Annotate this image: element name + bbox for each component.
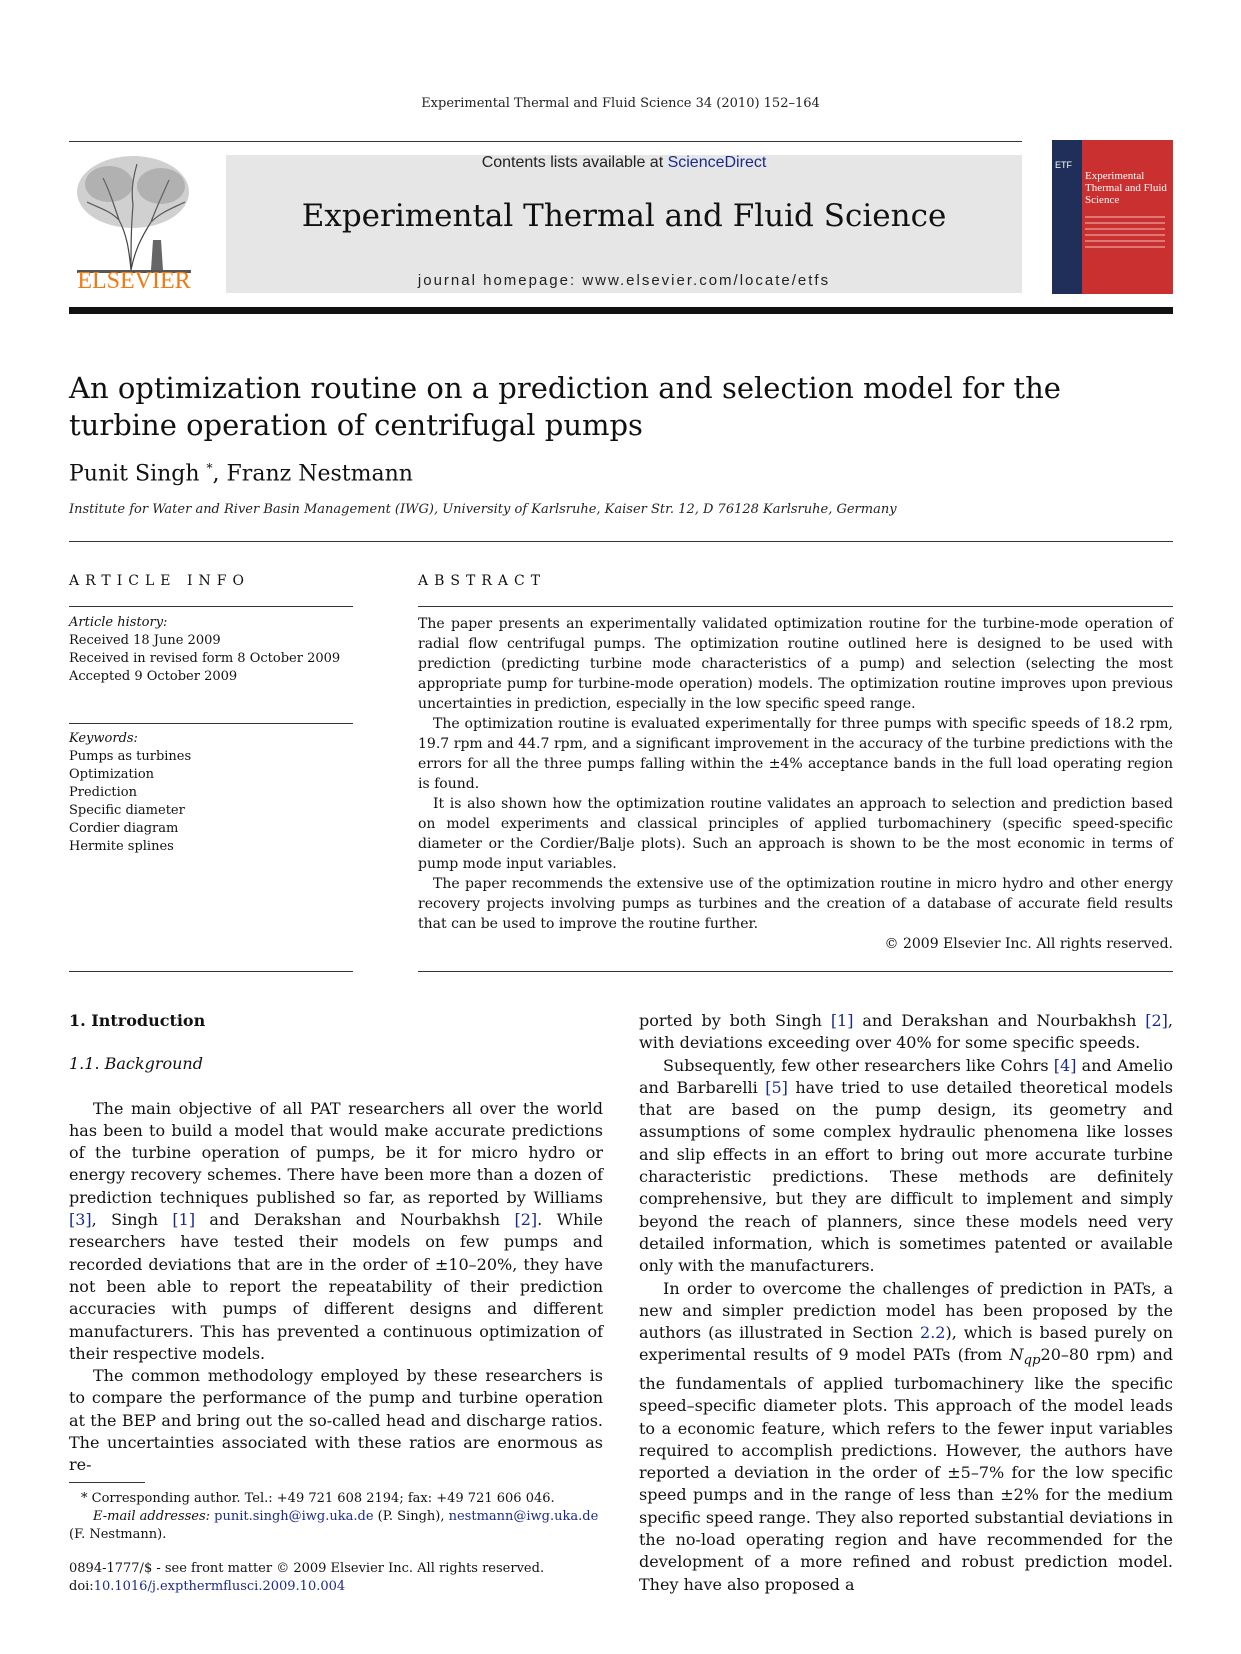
body-column-left [69,1010,603,1477]
history-accepted: Accepted 9 October 2009 [69,669,238,684]
text-run: 20–80 rpm) and the fundamentals of applied turbomachinery like the specific speed–specific diameter plots. This approach of the model leads to a economic feature, which refers to the fewer input variables required to accomplish predictions. However, the authors have reported a deviation in the order of ±5–7% for the low specific speed pumps and in the range of less than ±2% for the medium specific speed range. They also reported substantial deviations in the no-load operating region and have recommended for the development of a more refined and robust prediction model. They have also proposed a [639,1345,1174,1594]
text-run: The main objective of all PAT researchers all over the world has been to build a model that would make accurate predictions of the turbine operation of pumps, be it for micro hydro or energy recovery schemes. There have been more than a dozen of prediction techniques published so far, as reported by Williams [69,1098,603,1207]
text-run: have tried to use detailed theoretical models that are based on the pump design, its geometry and assumptions of some complex hydraulic phenomena like losses and slip effects in an effort to bring out more accurate turbine characteristic predictions. These methods are definitely comprehensive, but they are difficult to implement and simply beyond the reach of planners, since these models need very detailed information, which is sometimes patented or available only with the manufacturers. [639,1077,1173,1276]
body-column-right [639,1010,1173,1596]
email-owner: (P. Singh), [373,1509,449,1524]
symbol-n: N [1009,1345,1024,1365]
doi-label: doi: [69,1579,94,1594]
history-label: Article history: [69,615,168,630]
reference-link-1[interactable]: [1] [172,1210,196,1230]
history-received: Received 18 June 2009 [69,633,221,648]
text-run: and Amelio and Barbarelli [639,1055,1173,1097]
abstract-copyright: © 2009 Elsevier Inc. All rights reserved. [884,936,1173,952]
front-matter [69,1560,544,1596]
abstract-heading: ABSTRACT [418,573,547,589]
body-paragraph [639,1055,1173,1278]
body-paragraph [639,1278,1173,1596]
text-run: , Singh [91,1210,173,1230]
text-run: In order to overcome the challenges of prediction in PATs, a new and simpler prediction model has been proposed by the authors (as illustrated in Section [639,1278,1173,1343]
reference-link-5[interactable]: [5] [765,1077,788,1097]
section-title: 1. Introduction [69,1011,206,1030]
cover-abbrev: ETF [1055,160,1072,170]
contents-prefix: Contents lists available at [481,154,668,171]
keywords-block [69,730,191,856]
author-separator: , [212,461,227,487]
title-block-rule [69,541,1173,542]
subsection-title: 1.1. Background [69,1054,203,1074]
symbol-subscript: qp [1023,1353,1041,1369]
email-owner-2: (F. Nestmann). [69,1527,167,1542]
abstract-paragraph: The paper recommends the extensive use of the optimization routine in micro hydro and other energy recovery projects involving pumps as turbines and the creation of a database of accurate field results that can be used to improve the routine further. [418,876,1173,932]
section-link[interactable]: 2.2 [920,1323,946,1343]
text-run: ), which is based purely on experimental results of 9 model PATs (from [639,1323,1173,1365]
reference-link-4[interactable]: [4] [1053,1055,1077,1075]
abstract-paragraph: The optimization routine is evaluated experimentally for three pumps with specific speeds of 18.2 rpm, 19.7 rpm and 44.7 rpm, and a significant improvement in the accuracy of the turbine predictions with the errors for all the three pumps falling within the ±4% acceptance bands in the full load operating region is found. [418,716,1173,792]
author-list [69,461,413,486]
email-label: E-mail addresses: [93,1509,215,1524]
elsevier-wordmark: ELSEVIER [77,268,191,294]
email-link-singh[interactable]: punit.singh@iwg.uka.de [214,1509,374,1524]
article-title: An optimization routine on a prediction and selection model for the turbine operation of centrifugal pumps [69,371,1061,442]
body-paragraph [69,1098,603,1366]
corresponding-author-mark[interactable]: * [206,461,213,475]
article-info-heading: ARTICLE INFO [69,573,250,589]
text-run: , with deviations exceeding over 40% for some specific speeds. [639,1011,1173,1053]
abstract-body [418,614,1173,954]
text-run: and Derakshan and Nourbakhsh [853,1011,1146,1030]
text-run: ported by both Singh [639,1011,831,1030]
footnote-rule [69,1482,145,1483]
journal-homepage[interactable]: journal homepage: www.elsevier.com/locate/etfs [417,272,831,289]
corresponding-author-note: * Corresponding author. Tel.: +49 721 608 2194; fax: +49 721 606 046. [81,1491,555,1506]
text-run: Subsequently, few other researchers like Cohrs [663,1055,1054,1075]
abstract-paragraph: It is also shown how the optimization routine validates an approach to selection and prediction based on model experiments and classical principles of applied turbomachinery (specific speed-specific diameter or the Cordier/Balje plots). Such an approach is shown to be the most economic in terms of pump mode input variables. [418,796,1173,872]
doi-line [69,1578,544,1596]
abstract-paragraph: The paper presents an experimentally validated optimization routine for the turbine-mode operation of radial flow centrifugal pumps. The optimization routine outlined here is designed to be used with prediction (predicting turbine mode characteristics of a pump) and selection (selecting the most appropriate pump for turbine-mode operation) models. The optimization routine improves upon previous uncertainties in prediction, especially in the low specific speed range. [418,616,1173,712]
abstract-rule-top [418,606,1173,607]
article-info-rule-bottom [69,971,353,972]
body-paragraph: The common methodology employed by these researchers is to compare the performance of the pump and turbine operation at the BEP and bring out the so-called head and discharge ratios. The uncertainties associated with these ratios are enormous as re- [69,1366,603,1475]
text-run: and Derakshan and Nourbakhsh [195,1210,515,1230]
reference-link-2[interactable]: [2] [514,1210,538,1230]
journal-citation: Experimental Thermal and Fluid Science 34 (2010) 152–164 [421,96,820,111]
text-run: . While researchers have tested their models on few pumps and recorded deviations that are in the order of ±10–20%, they have not been able to report the repeatability of their prediction accuracies with pumps of different designs and different manufacturers. This has prevented a continuous optimization of their respective models. [69,1210,604,1363]
keywords-label: Keywords: [69,731,138,746]
journal-cover-thumbnail[interactable] [1052,140,1173,294]
sciencedirect-link[interactable]: ScienceDirect [667,154,767,171]
keyword-item: Prediction [69,785,137,800]
cover-text-lines [1085,212,1165,252]
keyword-item: Specific diameter [69,803,185,818]
article-info-rule-top [69,606,353,607]
email-note [69,1508,603,1526]
reference-link-2[interactable]: [2] [1145,1011,1168,1030]
contents-line [226,154,1022,172]
abstract-rule-bottom [418,971,1173,972]
reference-link-3[interactable]: [3] [69,1210,92,1230]
keyword-item: Hermite splines [69,839,174,854]
keyword-item: Cordier diagram [69,821,179,836]
history-revised: Received in revised form 8 October 2009 [69,651,341,666]
journal-name: Experimental Thermal and Fluid Science [301,198,947,234]
affiliation: Institute for Water and River Basin Management (IWG), University of Karlsruhe, Kaiser Str. 12, D 76128 Karlsruhe, Germany [69,502,897,517]
issn-line: 0894-1777/$ - see front matter © 2009 Elsevier Inc. All rights reserved. [69,1561,545,1576]
reference-link-1[interactable]: [1] [830,1011,854,1030]
email-link-nestmann[interactable]: nestmann@iwg.uka.de [448,1509,599,1524]
keyword-item: Optimization [69,767,155,782]
header-rule [69,141,1022,142]
doi-link[interactable]: 10.1016/j.expthermflusci.2009.10.004 [93,1579,346,1594]
masthead-bottom-rule [69,307,1173,314]
footnotes [69,1490,603,1544]
article-info-rule-mid [69,723,353,724]
author-singh[interactable]: Punit Singh [69,461,200,487]
article-history [69,614,340,686]
cover-title: Experimental Thermal and Fluid Science [1085,170,1167,206]
author-nestmann[interactable]: Franz Nestmann [226,461,413,487]
body-paragraph [639,1010,1173,1055]
keyword-item: Pumps as turbines [69,749,192,764]
